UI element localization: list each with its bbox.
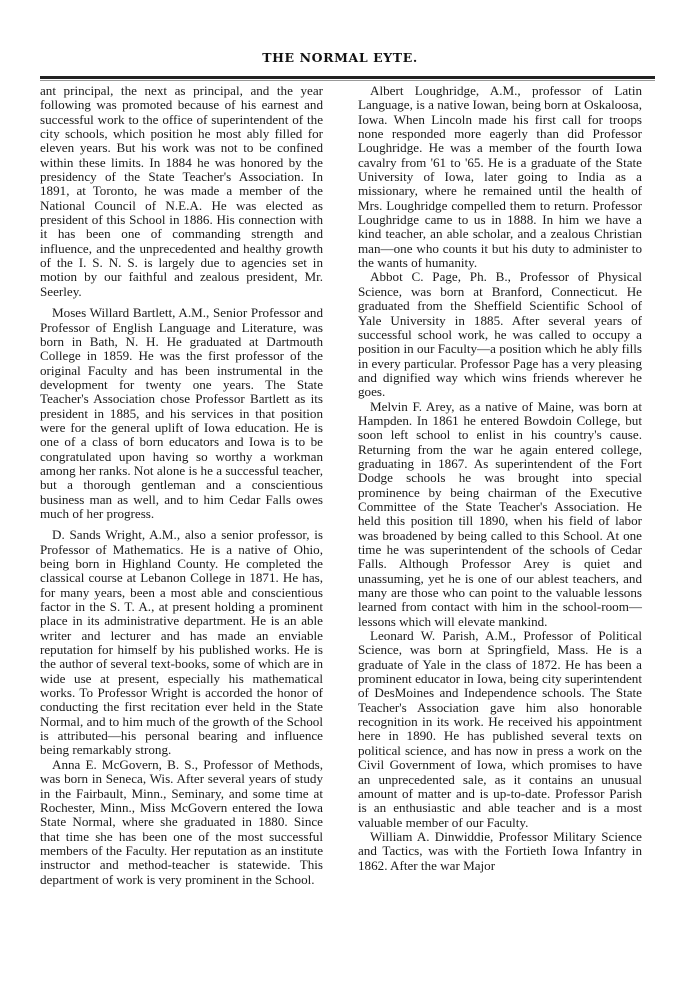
paragraph-parish: Leonard W. Parish, A.M., Professor of Political Science, was born at Springfield, Mass. He is a graduate of Yale in the class of 1872. He has been a prominent educator in Iowa, being city superintendent of DesMoines and Independence schools. The State Teacher's Association gave him also honorable recognition in its work. He received his appointment here in 1890. He has published several texts on political science, and has now in press a work on the Civil Government of Iowa, which promises to have an unprecedented sale, as it contains an unusual amount of matter and is up-to-date. Professor Parish is an enthusiastic and able teacher and is a most valuable member of our Faculty. (358, 628, 642, 830)
paragraph-bartlett: Moses Willard Bartlett, A.M., Senior Professor and Professor of English Language and Literature, was born in Bath, N. H. He graduated at Dartmouth College in 1859. He was the first professor of the original Faculty and has been instrumental in the development for twenty one years. The State Teacher's Association chose Professor Bartlett as its president in 1885, and his services in that position were for the general uplift of Iowa education. He is one of a class of born educators and Iowa is to be congratulated upon having so worthy a workman among her ranks. Not alone is he a successful teacher, but a thorough gentleman and a conscientious business man as well, and to him Cedar Falls owes much of her progress. (40, 305, 323, 521)
paragraph-seerley-continued: ant principal, the next as principal, and the year following was promoted because of his earnest and successful work to the office of superintendent of the city schools, which position he most ably filled for eleven years. But his work was not to be confined within these limits. In 1884 he was honored by the presidency of the State Teacher's Association. In 1891, at Toronto, he was made a member of the National Council of N.E.A. He was elected as president of this School in 1886. His connection with it has been one of commanding strength and influence, and the unprecedented and healthy growth of the I. S. N. S. is largely due to agencies set in motion by our faithful and zealous president, Mr. Seerley. (40, 83, 323, 299)
left-column (40, 84, 323, 887)
paragraph-page: Abbot C. Page, Ph. B., Professor of Physical Science, was born at Branford, Connecticut. He graduated from the Sheffield Scientific School of Yale University in 1885. After several years of successful school work, he was called to occupy a position in our Faculty—a position which he ably fills in every particular. Professor Page has a very pleasing and dignified way which wins friends wherever he goes. (358, 269, 642, 400)
paragraph-loughridge: Albert Loughridge, A.M., professor of Latin Language, is a native Iowan, being born at Oskaloosa, Iowa. When Lincoln made his first call for troops none responded more eagerly than did Professor Loughridge. He was a member of the fourth Iowa cavalry from '61 to '65. He is a graduate of the State University of Iowa, later going to India as a missionary, where he remained until the health of Mrs. Loughridge compelled them to return. Professor Loughridge came to us in 1888. In him we have a kind teacher, an able scholar, and a zealous Christian man—one who counts it but his duty to administer to the wants of humanity. (358, 83, 642, 271)
header-rule-thin (40, 80, 655, 81)
header-rule (40, 76, 655, 79)
right-column (358, 84, 642, 873)
paragraph-wright: D. Sands Wright, A.M., also a senior professor, is Professor of Mathematics. He is a native of Ohio, being born in Highland County. He completed the classical course at Lebanon College in 1871. He has, for many years, been a most able and conscientious factor in the S. T. A., at present holding a prominent place in its administrative department. He is an able writer and lecturer and has made an enviable reputation for himself by his published works. He is the author of several text-books, some of which are in wide use at present, especially his mathematical works. To Professor Wright is accorded the honor of conducting the first recitation ever held in the State Normal, and to him much of the growth of the School is attributed—his personal bearing and influence being remarkably strong. (40, 527, 323, 758)
paragraph-arey: Melvin F. Arey, as a native of Maine, was born at Hampden. In 1861 he entered Bowdoin College, but soon left school to enlist in his country's cause. Returning from the war he again entered college, graduating in 1867. As superintendent of the Fort Dodge schools he was brought into special prominence by being chairman of the Executive Committee of the State Teacher's Association. He held this position till 1890, when his field of labor was broadened by being called to this School. At one time he was superintendent of the schools of Cedar Falls. Although Professor Arey is quiet and unassuming, yet he is one of our ablest teachers, and many are those who can point to the valuable lessons learned from contact with him in the school-room— lessons which will elevate mankind. (358, 398, 642, 629)
paragraph-mcgovern: Anna E. McGovern, B. S., Professor of Methods, was born in Seneca, Wis. After several years of study in the Fairbault, Minn., Seminary, and some time at Rochester, Minn., Miss McGovern entered the Iowa State Normal, where she graduated in 1880. Since that time she has been one of the most successful members of the Faculty. Her reputation as an institute instructor and method-teacher is statewide. This department of work is very prominent in the School. (40, 756, 323, 887)
page-header-title: THE NORMAL EYTE. (262, 50, 418, 65)
paragraph-dinwiddie: William A. Dinwiddie, Professor Military Science and Tactics, was with the Fortieth Iowa Infantry in 1862. After the war Major (358, 828, 642, 873)
